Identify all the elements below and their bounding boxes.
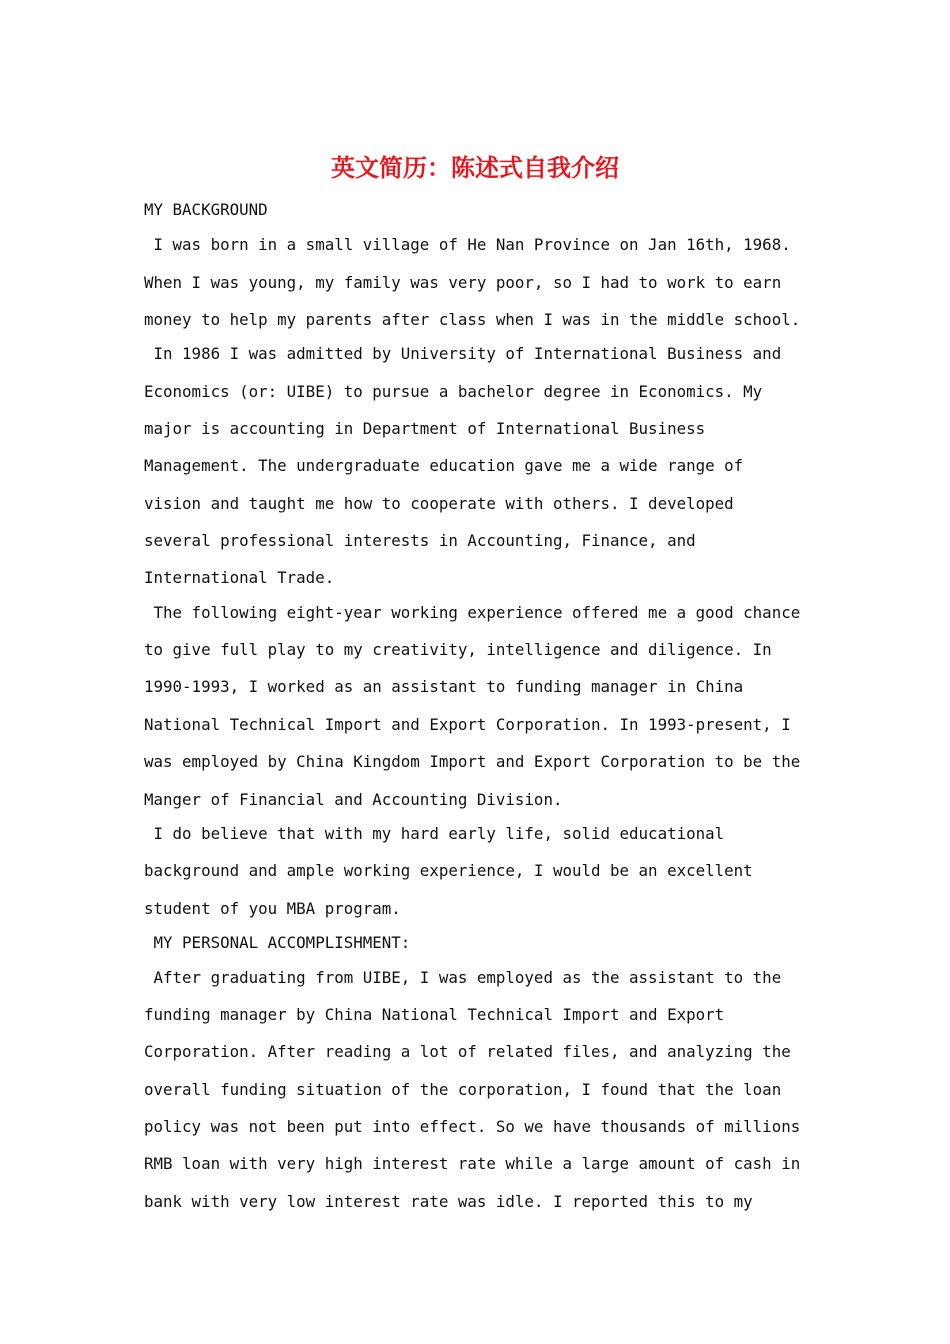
text-line: 1990-1993, I worked as an assistant to funding manager in China — [144, 677, 744, 696]
text-line: Management. The undergraduate education gave me a wide range of — [144, 456, 744, 475]
text-line: When I was young, my family was very poor, so I had to work to earn — [144, 273, 782, 292]
text-line: After graduating from UIBE, I was employed as the assistant to the — [144, 968, 782, 987]
text-line: policy was not been put into effect. So we have thousands of millions — [144, 1117, 801, 1136]
text-line: background and ample working experience, I would be an excellent — [144, 861, 753, 880]
text-line: Corporation. After reading a lot of related files, and analyzing the — [144, 1042, 791, 1061]
text-line: major is accounting in Department of International Business — [144, 419, 706, 438]
document-title: 英文简历：陈述式自我介绍 — [331, 153, 619, 182]
text-line: to give full play to my creativity, intelligence and diligence. In — [144, 640, 772, 659]
text-line: vision and taught me how to cooperate with others. I developed — [144, 494, 734, 513]
text-line: Manger of Financial and Accounting Division. — [144, 790, 563, 809]
text-line: funding manager by China National Technical Import and Export — [144, 1005, 725, 1024]
text-line: National Technical Import and Export Corporation. In 1993-present, I — [144, 715, 791, 734]
text-line: I do believe that with my hard early life, solid educational — [144, 824, 725, 843]
text-line: I was born in a small village of He Nan Province on Jan 16th, 1968. — [144, 235, 791, 254]
text-line: overall funding situation of the corporation, I found that the loan — [144, 1080, 782, 1099]
text-line: bank with very low interest rate was idle. I reported this to my — [144, 1192, 753, 1211]
document-body — [144, 0, 824, 1211]
text-line: In 1986 I was admitted by University of International Business and — [144, 344, 782, 363]
text-line: Economics (or: UIBE) to pursue a bachelor degree in Economics. My — [144, 382, 763, 401]
text-line: International Trade. — [144, 568, 335, 587]
text-line: RMB loan with very high interest rate while a large amount of cash in — [144, 1154, 801, 1173]
text-line: The following eight-year working experience offered me a good chance — [144, 603, 801, 622]
text-line: student of you MBA program. — [144, 899, 401, 918]
section-heading: MY PERSONAL ACCOMPLISHMENT: — [144, 933, 411, 952]
text-line: MY BACKGROUND — [144, 200, 268, 219]
text-line: money to help my parents after class when I was in the middle school. — [144, 310, 801, 329]
text-line: was employed by China Kingdom Import and Export Corporation to be the — [144, 752, 801, 771]
text-line: several professional interests in Accounting, Finance, and — [144, 531, 696, 550]
